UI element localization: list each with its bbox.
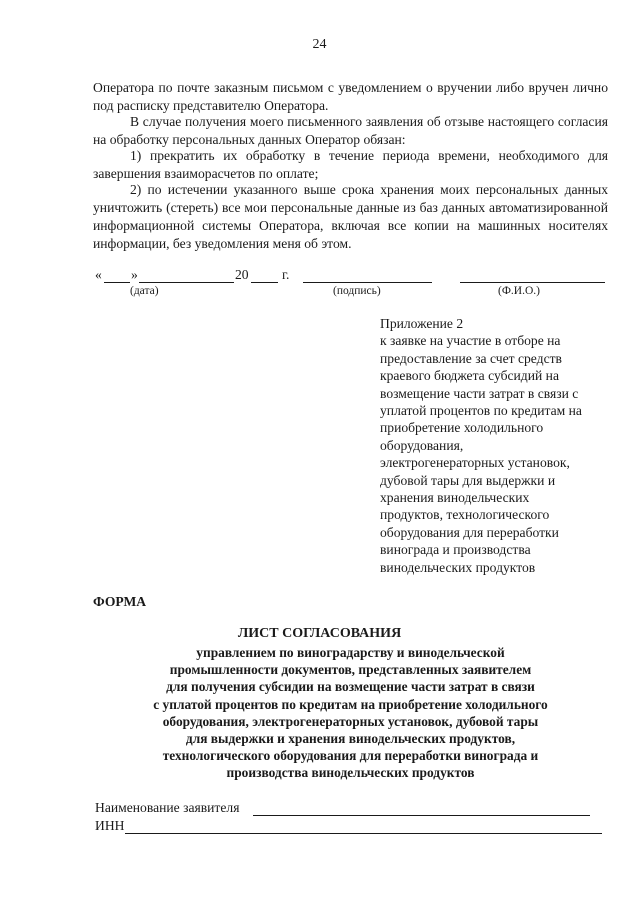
appendix-line: дубовой тары для выдержки и <box>380 472 556 488</box>
open-quote: « <box>95 267 102 282</box>
full-name-blank-line <box>460 282 605 283</box>
paragraph-withdrawal-obligation: В случае получения моего письменного заявления об отзыве настоящего согласия на обработку персональных данных Оператор обязан: <box>93 114 608 147</box>
close-quote: » <box>131 267 138 282</box>
day-blank-line <box>104 282 130 283</box>
sheet-subtitle-line: управлением по виноградарству и винодельческой <box>196 645 505 660</box>
paragraph-destroy-data: 2) по истечении указанного выше срока хранения моих персональных данных уничтожить (стереть) все мои персональные данные из баз данных автоматизированной информационной системы Оператора, включая все копии на машинных носителях информации, без уведомления меня об этом. <box>93 182 608 251</box>
appendix-line: предоставление за счет средств <box>380 350 562 366</box>
signature-caption: (подпись) <box>333 285 381 297</box>
sheet-subtitle-line: технологического оборудования для переработки винограда и <box>162 748 539 764</box>
inn-blank-line <box>125 833 602 834</box>
full-name-caption: (Ф.И.О.) <box>498 285 540 297</box>
appendix-line: краевого бюджета субсидий на <box>380 368 559 384</box>
signature-blank-line <box>303 282 432 283</box>
year-prefix: 20 <box>235 267 249 282</box>
appendix-line: приобретение холодильного <box>380 420 544 436</box>
paragraph-stop-processing: 1) прекратить их обработку в течение периода времени, необходимого для завершения взаиморасчетов по оплате; <box>93 148 608 181</box>
sheet-subtitle-line: с уплатой процентов по кредитам на приобретение холодильного <box>153 696 548 712</box>
sheet-subtitle-line: оборудования, электрогенераторных установок, дубовой тары <box>162 713 539 729</box>
sheet-subtitle <box>93 644 608 782</box>
year-suffix: г. <box>282 267 290 282</box>
applicant-name-label: Наименование заявителя <box>95 800 240 815</box>
appendix-line: хранения винодельческих <box>380 490 530 506</box>
form-label: ФОРМА <box>93 594 147 609</box>
appendix-line: Приложение 2 <box>380 316 464 331</box>
appendix-line: к заявке на участие в отборе на <box>380 333 561 349</box>
page-number: 24 <box>312 37 327 52</box>
inn-label: ИНН <box>95 818 125 833</box>
appendix-line: продуктов, технологического <box>380 507 550 523</box>
appendix-line: винодельческих продуктов <box>380 559 536 575</box>
sheet-subtitle-line: для выдержки и хранения винодельческих продуктов, <box>185 731 516 747</box>
appendix-line: оборудования, <box>380 437 464 453</box>
appendix-line: электрогенераторных установок, <box>380 455 570 471</box>
appendix-line: уплатой процентов по кредитам на <box>380 403 582 419</box>
appendix-line: винограда и производства <box>380 542 531 558</box>
sheet-subtitle-line: промышленности документов, представленных заявителем <box>169 662 532 678</box>
appendix-block <box>380 315 612 576</box>
sheet-title: ЛИСТ СОГЛАСОВАНИЯ <box>237 626 402 641</box>
year-blank-line <box>251 282 278 283</box>
sheet-subtitle-line: для получения субсидии на возмещение части затрат в связи <box>166 679 535 695</box>
applicant-name-blank-line <box>253 815 590 816</box>
appendix-line: оборудования для переработки <box>380 524 559 540</box>
month-blank-line <box>139 282 234 283</box>
paragraph-operator-delivery: Оператора по почте заказным письмом с уведомлением о вручении либо вручен лично под расписку представителю Оператора. <box>93 80 608 113</box>
appendix-line: возмещение части затрат в связи с <box>380 385 579 401</box>
sheet-subtitle-line: производства винодельческих продуктов <box>226 765 475 781</box>
date-caption: (дата) <box>130 285 159 297</box>
